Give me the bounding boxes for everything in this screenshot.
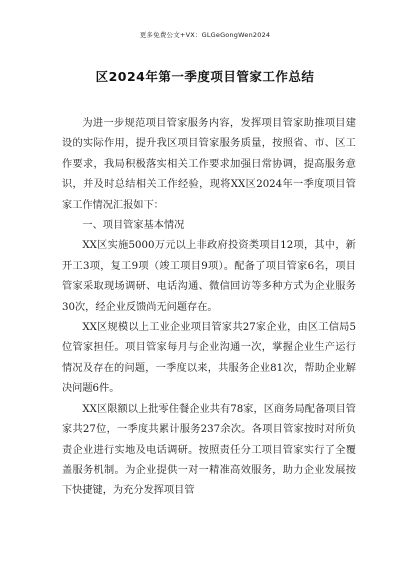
document-body xyxy=(62,114,356,502)
paragraph-retail-enterprises: XX区限额以上批零住餐企业共有78家，区商务局配备项目管家共27位，一季度共累计服务237余次。各项目管家按时对所负责企业进行实地及电话调研。按照责任分工项目管家实行了全覆盖服务机制。为企业提供一对一精准高效服务，助力企业发展按下快捷键，为充分发挥项目管 xyxy=(62,403,356,497)
paragraph-industrial-enterprises: XX区规模以上工业企业项目管家共27家企业，由区工信局5位管家担任。项目管家每月与企业沟通一次，掌握企业生产运行情况及存在的问题，一季度以来，共服务企业81次，帮助企业解决问题6件。 xyxy=(62,322,356,395)
document-title: 区2024年第一季度项目管家工作总结 xyxy=(95,69,315,84)
header-note: 更多免费公文+VX：GLGeGongWen2024 xyxy=(139,31,271,39)
intro-paragraph: 为进一步规范项目管家服务内容，发挥项目管家助推项目建设的实际作用，提升我区项目管家服务质量，按照省、市、区工作要求，我局积极落实相关工作要求加强日常协调，提高服务意识，并及时总结相关工作经验，现将XX区2024年一季度项目管家工作情况汇报如下： xyxy=(62,118,356,211)
paragraph-project-stats: XX区实施5000万元以上非政府投资类项目12项，其中，新开工3项，复工9项（竣工项目9项）。配备了项目管家6名，项目管家采取现场调研、电话沟通、微信回访等多种方式为企业服务30次，经企业反馈尚无问题存在。 xyxy=(62,240,356,313)
section-heading-basic-situation: 一、项目管家基本情况 xyxy=(82,220,185,232)
